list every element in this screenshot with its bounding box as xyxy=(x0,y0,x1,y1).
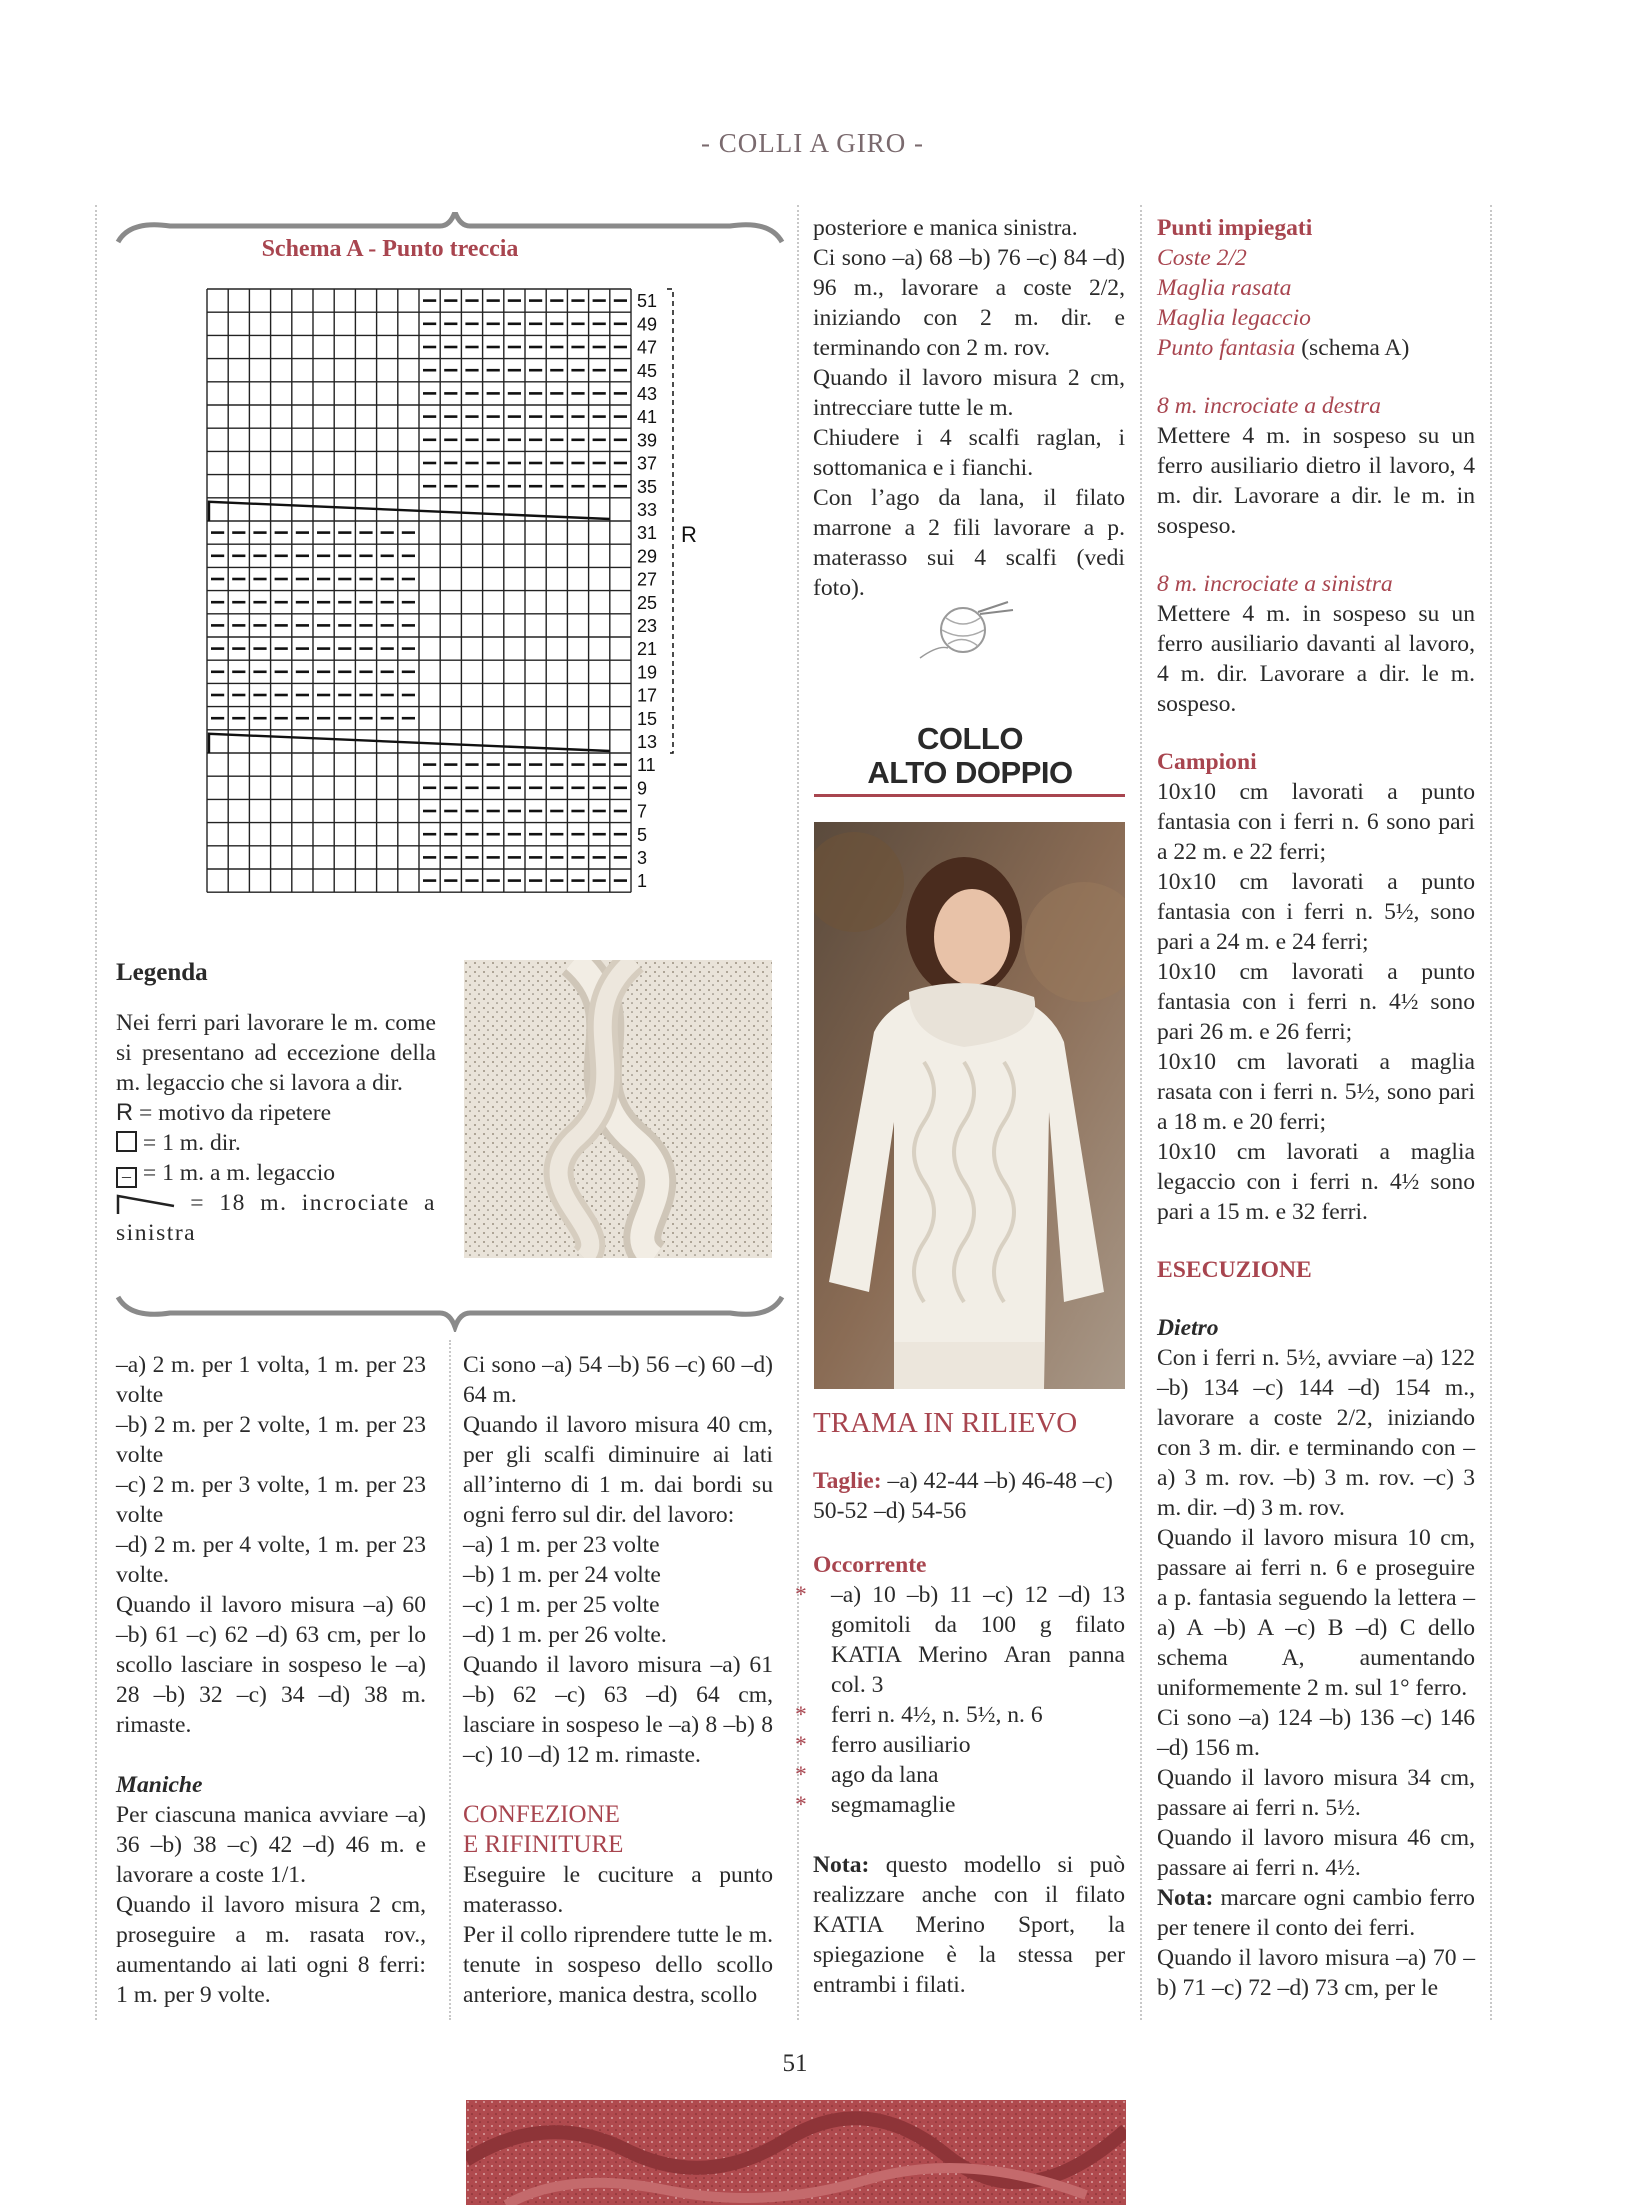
punti-label: Punti impiegati xyxy=(1157,215,1313,241)
row-label: 29 xyxy=(637,546,658,567)
column-rule xyxy=(1490,205,1492,2020)
text-paragraph: Quando il lavoro misura 46 cm, passare ai ferri n. 4½. xyxy=(1157,1825,1475,1881)
row-label: 7 xyxy=(637,801,648,822)
text-paragraph: Chiudere i 4 scalfi raglan, i sottomanica e i fianchi. xyxy=(813,425,1125,481)
pattern-title-line1: COLLO xyxy=(917,721,1023,756)
text-paragraph: posteriore e manica sinistra. xyxy=(813,215,1078,241)
pattern-subtitle: TRAMA IN RILIEVO xyxy=(813,1407,1078,1439)
confezione-title: CONFEZIONE xyxy=(463,1801,620,1828)
repeat-label: R xyxy=(681,522,697,548)
running-head: - COLLI A GIRO - xyxy=(701,128,924,158)
row-label: 5 xyxy=(637,824,648,845)
taglie-value: –a) 42-44 –b) 46-48 –c) 50-52 –d) 54-56 xyxy=(813,1468,1113,1524)
col4 xyxy=(1157,213,1475,2003)
row-label: 3 xyxy=(637,848,648,868)
esecuzione-label: ESECUZIONE xyxy=(1157,1257,1312,1283)
repeat-bracket xyxy=(667,289,673,753)
nota-label: Nota: xyxy=(813,1852,870,1878)
punto-fantasia: Punto fantasia (schema A) xyxy=(1157,335,1410,361)
confezione-title-2: E RIFINITURE xyxy=(463,1831,624,1858)
swatch-photo-red xyxy=(466,2100,1126,2205)
legend-title: Legenda xyxy=(116,959,208,986)
legend-item-cross: = 18 m. incrociate a sinistra xyxy=(116,1190,436,1246)
pattern-title xyxy=(815,722,1125,790)
text-paragraph: Mettere 4 m. in sospeso su un ferro ausiliario dietro il lavoro, 4 m. dir. Lavorare a dir. le m. in sospeso. xyxy=(1157,423,1475,539)
text-paragraph: 10x10 cm lavorati a punto fantasia con i ferri n. 4½ sono pari 26 m. e 26 ferri; xyxy=(1157,959,1475,1045)
legend xyxy=(116,958,436,1248)
row-label: 13 xyxy=(637,732,658,752)
col1-bottom xyxy=(116,1350,426,2010)
model-photo xyxy=(814,822,1125,1389)
swatch-photo xyxy=(464,960,772,1258)
row-label: 39 xyxy=(637,430,658,451)
text-paragraph: Ci sono –a) 54 –b) 56 –c) 60 –d) 64 m. xyxy=(463,1352,773,1408)
text-paragraph: Per il collo riprendere tutte le m. tenute in sospeso dello scollo anteriore, manica destra, scollo xyxy=(463,1922,773,2008)
nota-col4: Nota: marcare ogni cambio ferro per tenere il conto dei ferri. xyxy=(1157,1885,1475,1941)
pattern-title-line2: ALTO DOPPIO xyxy=(867,755,1073,790)
row-label: 9 xyxy=(637,778,648,799)
repeat-symbol: R xyxy=(116,1100,134,1126)
text-paragraph: –d) 1 m. per 26 volte. xyxy=(463,1622,667,1648)
col2-bottom xyxy=(463,1350,773,2010)
empty-square-icon xyxy=(116,1131,137,1152)
dash-square-icon: – xyxy=(116,1167,137,1188)
row-label: 51 xyxy=(637,291,658,312)
occorrente-label: Occorrente xyxy=(813,1552,927,1578)
punto-item: Coste 2/2 xyxy=(1157,245,1247,271)
incr-dx-title: 8 m. incrociate a destra xyxy=(1157,393,1381,419)
text-paragraph: Con i ferri n. 5½, avviare –a) 122 –b) 134 –c) 144 –d) 154 m., lavorare a coste 2/2, iniziando con 3 m. dir. e terminando con –a) 3 m. rov. –b) 3 m. rov. –c) 3 m. dir. –d) 3 m. rov. xyxy=(1157,1345,1475,1521)
text-paragraph: –d) 2 m. per 4 volte, 1 m. per 23 volte. xyxy=(116,1532,426,1588)
row-label: 19 xyxy=(637,662,658,683)
text-paragraph: –b) 2 m. per 2 volte, 1 m. per 23 volte xyxy=(116,1412,426,1468)
text-paragraph: Quando il lavoro misura 2 cm, proseguire a m. rasata rov., aumentando ai lati ogni 8 ferri: 1 m. per 9 volte. xyxy=(116,1892,426,2008)
dietro-label: Dietro xyxy=(1157,1315,1219,1341)
text-paragraph: Quando il lavoro misura 34 cm, passare ai ferri n. 5½. xyxy=(1157,1765,1475,1821)
row-label: 49 xyxy=(637,314,658,335)
text-paragraph: Con l’ago da lana, il filato marrone a 2 fili lavorare a p. materasso sui 4 scalfi (vedi foto). xyxy=(813,485,1125,601)
text-paragraph: 10x10 cm lavorati a punto fantasia con i ferri n. 6 sono pari a 22 m. e 22 ferri; xyxy=(1157,779,1475,865)
text-paragraph: –c) 2 m. per 3 volte, 1 m. per 23 volte xyxy=(116,1472,426,1528)
text-paragraph: Quando il lavoro misura 2 cm, intrecciare tutte le m. xyxy=(813,365,1125,421)
row-label: 23 xyxy=(637,616,658,636)
occorrente-item: * segmamaglie xyxy=(795,1792,956,1818)
text-paragraph: Quando il lavoro misura –a) 61 –b) 62 –c) 63 –d) 64 cm, lasciare in sospeso le –a) 8 –b) 8 –c) 10 –d) 12 m. rimaste. xyxy=(463,1652,773,1768)
text-paragraph: Quando il lavoro misura –a) 70 –b) 71 –c) 72 –d) 73 cm, per le xyxy=(1157,1945,1475,2001)
row-label: 33 xyxy=(637,500,658,520)
row-label: 45 xyxy=(637,360,658,381)
chart-title: Schema A - Punto treccia xyxy=(261,236,519,262)
campioni-label: Campioni xyxy=(1157,749,1257,775)
punto-item: Maglia rasata xyxy=(1157,275,1292,301)
text-paragraph: –a) 1 m. per 23 volte xyxy=(463,1532,660,1558)
text-paragraph: Quando il lavoro misura 10 cm, passare ai ferri n. 6 e proseguire a p. fantasia seguendo la lettera –a) A –b) A –c) B –d) C dello schema A, aumentando uniformemente 2 m. sul 1° ferro. xyxy=(1157,1525,1475,1701)
knit-chart xyxy=(205,287,705,907)
title-underline xyxy=(814,794,1125,797)
text-paragraph: Quando il lavoro misura –a) 60 –b) 61 –c) 62 –d) 63 cm, per lo scollo lasciare in sospeso le –a) 28 –b) 32 –c) 34 –d) 38 m. rimaste. xyxy=(116,1592,426,1738)
text-paragraph: –c) 1 m. per 25 volte xyxy=(463,1592,660,1618)
maniche-title: Maniche xyxy=(116,1772,203,1798)
row-label: 27 xyxy=(637,569,658,590)
col3-top xyxy=(813,213,1125,603)
row-label: 1 xyxy=(637,871,648,892)
col3-bottom xyxy=(795,1407,1126,2000)
text-paragraph: Per ciascuna manica avviare –a) 36 –b) 38 –c) 42 –d) 46 m. e lavorare a coste 1/1. xyxy=(116,1802,426,1888)
row-label: 37 xyxy=(637,453,658,474)
nota-text: questo modello si può realizzare anche con il filato KATIA Merino Sport, la spiegazione è la stessa per entrambi i filati. xyxy=(813,1852,1126,1998)
taglie xyxy=(813,1466,1125,1526)
legend-item-repeat: R = motivo da ripetere xyxy=(116,1100,332,1126)
row-label: 15 xyxy=(637,708,658,729)
text-paragraph: 10x10 cm lavorati a maglia rasata con i ferri n. 5½, sono pari a 18 m. e 20 ferri; xyxy=(1157,1049,1475,1135)
taglie-label: Taglie: xyxy=(813,1468,882,1494)
nota xyxy=(813,1850,1125,2000)
page-number: 51 xyxy=(782,2050,808,2077)
row-label: 17 xyxy=(637,685,658,706)
row-label: 47 xyxy=(637,337,658,358)
column-rule xyxy=(449,1340,451,2020)
legend-item-legaccio: – = 1 m. a m. legaccio xyxy=(116,1158,436,1188)
row-label: 21 xyxy=(637,639,658,660)
punto-item: Maglia legaccio xyxy=(1157,305,1311,331)
occorrente-item: * ferri n. 4½, n. 5½, n. 6 xyxy=(795,1702,1043,1728)
text-paragraph: Eseguire le cuciture a punto materasso. xyxy=(463,1862,773,1918)
text-paragraph: 10x10 cm lavorati a maglia legaccio con i ferri n. 4½ sono pari a 15 m. e 32 ferri. xyxy=(1157,1139,1475,1225)
text-paragraph: Ci sono –a) 68 –b) 76 –c) 84 –d) 96 m., lavorare a coste 2/2, iniziando con 2 m. dir. e terminando con 2 m. rov. xyxy=(813,245,1125,361)
row-label: 35 xyxy=(637,476,658,497)
column-rule xyxy=(95,205,97,2020)
legend-text: Nei ferri pari lavorare le m. come si presentano ad eccezione della m. legaccio che si lavora a dir. xyxy=(116,1010,436,1096)
row-label: 31 xyxy=(637,523,658,544)
legend-item-dir: = 1 m. dir. xyxy=(116,1128,436,1158)
cross-line-icon xyxy=(116,1192,176,1214)
row-label: 43 xyxy=(637,384,658,404)
cross-mark xyxy=(209,734,610,753)
row-label: 11 xyxy=(637,755,656,776)
occorrente-item: * ferro ausiliario xyxy=(795,1732,971,1758)
row-label: 25 xyxy=(637,592,658,613)
text-paragraph: –a) 2 m. per 1 volta, 1 m. per 23 volte xyxy=(116,1352,426,1408)
text-paragraph: Mettere 4 m. in sospeso su un ferro ausiliario davanti al lavoro, 4 m. dir. Lavorare a dir. le m. sospeso. xyxy=(1157,601,1475,717)
text-paragraph: –b) 1 m. per 24 volte xyxy=(463,1562,661,1588)
yarn-ball-icon xyxy=(918,600,1018,660)
text-paragraph: Quando il lavoro misura 40 cm, per gli scalfi diminuire ai lati all’interno di 1 m. dai bordi su ogni ferro sul dir. del lavoro: xyxy=(463,1412,773,1528)
column-rule xyxy=(1140,205,1142,2020)
occorrente-item: * –a) 10 –b) 11 –c) 12 –d) 13 gomitoli da 100 g filato KATIA Merino Aran panna col. 3 xyxy=(795,1582,1125,1698)
text-paragraph: 10x10 cm lavorati a punto fantasia con i ferri n. 5½, sono pari a 24 m. e 24 ferri; xyxy=(1157,869,1475,955)
cross-mark xyxy=(209,502,610,521)
occorrente-item: * ago da lana xyxy=(795,1762,939,1788)
text-paragraph: Ci sono –a) 124 –b) 136 –c) 146 –d) 156 m. xyxy=(1157,1705,1475,1761)
incr-sx-title: 8 m. incrociate a sinistra xyxy=(1157,571,1393,597)
row-label: 41 xyxy=(637,407,658,428)
